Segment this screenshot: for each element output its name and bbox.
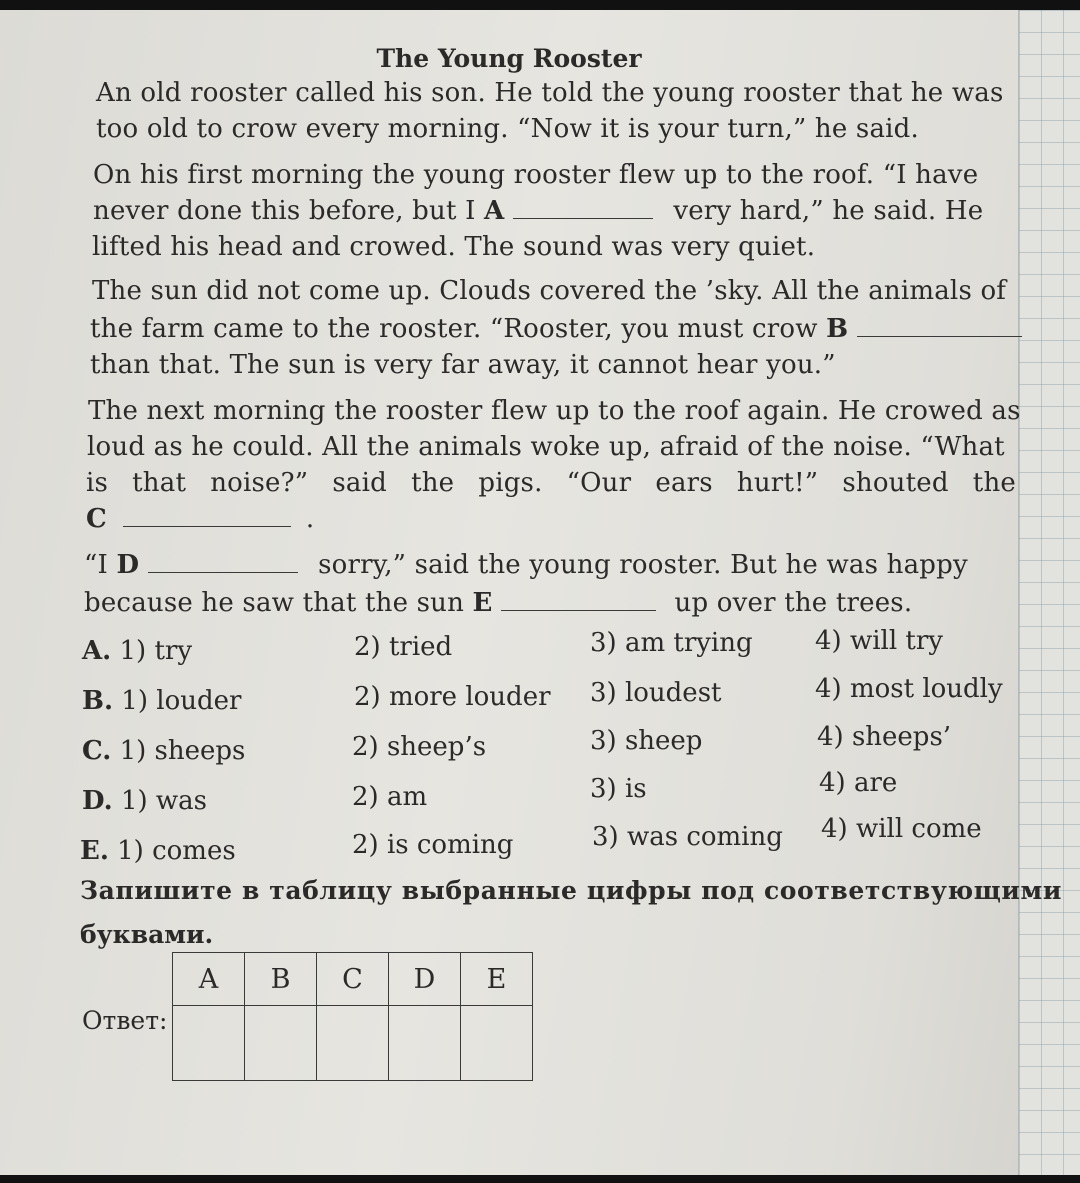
option-e-4: 4) will come [821,814,982,844]
grid-paper-margin [1018,10,1080,1175]
option-c-1: C. 1) sheeps [82,736,246,766]
paragraph-4-line-3-word: “Our [566,468,632,498]
gap-b-letter: B [826,314,849,344]
option-e-2: 2) is coming [352,830,514,860]
paragraph-4-line-3-word: noise?” [210,468,309,498]
paragraph-3-line-3: than that. The sun is very far away, it cannot hear you.” [90,350,836,380]
paragraph-4-end-period: . [305,504,315,534]
paragraph-2-line-2 [93,196,983,226]
answer-column-c: C [317,953,389,1006]
paragraph-4-line-3-word: the [411,468,455,498]
paragraph-3-line-2 [90,314,1022,344]
paragraph-4-line-2: loud as he could. All the animals woke up, afraid of the noise. “What [87,432,1005,462]
answer-cell-a[interactable] [173,1006,245,1081]
answer-table [172,952,533,1081]
option-b-1: B. 1) louder [82,686,242,716]
page-title: The Young Rooster [376,44,642,73]
option-c-2: 2) sheep’s [352,732,487,762]
gap-c-blank [123,504,291,527]
paragraph-2-line-3: lifted his head and crowed. The sound was very quiet. [92,232,816,262]
paragraph-1-line-2: too old to crow every morning. “Now it is your turn,” he said. [96,114,919,144]
gap-a-blank [513,196,653,219]
paragraph-5-line-1-end: sorry,” said the young rooster. But he was happy [318,550,968,580]
option-d-1: D. 1) was [82,786,207,816]
answer-column-a: A [173,953,245,1006]
answer-column-b: B [245,953,317,1006]
paragraph-4-line-3-word: hurt!” [736,468,819,498]
gap-d-letter: D [116,550,140,580]
answer-cell-e[interactable] [461,1006,533,1081]
paragraph-3-line-1: The sun did not come up. Clouds covered the ’sky. All the animals of [92,276,1007,306]
option-b-2: 2) more louder [354,682,551,712]
paragraph-4-line-3-word: pigs. [478,468,543,498]
answer-label: Ответ: [82,1006,168,1035]
paragraph-5-line-1 [84,550,968,580]
option-d-4: 4) are [819,768,898,798]
gap-b-blank [857,314,1022,337]
gap-d-blank [148,550,298,573]
paragraph-4-line-3-word: shouted [842,468,949,498]
answer-cell-b[interactable] [245,1006,317,1081]
option-e-3: 3) was coming [592,822,783,852]
paragraph-3-line-2-start: the farm came to the rooster. “Rooster, you must crow [90,314,818,344]
paragraph-4-line-3 [86,468,1016,498]
paragraph-4-line-4 [86,504,314,534]
answer-cell-c[interactable] [317,1006,389,1081]
gap-a-letter: A [484,196,505,226]
paragraph-4-line-3-word: that [132,468,187,498]
paragraph-2-line-2-end: very hard,” he said. He [673,196,984,226]
paragraph-5-line-2 [84,588,912,618]
option-c-3: 3) sheep [590,726,703,756]
gap-e-blank [501,588,656,611]
option-b-4: 4) most loudly [815,674,1003,704]
option-a-2: 2) tried [354,632,453,662]
option-e-1: E. 1) comes [80,836,236,866]
paragraph-5-line-2-end: up over the trees. [674,588,913,618]
paragraph-1-line-1: An old rooster called his son. He told the young rooster that he was [96,78,1004,108]
paragraph-4-line-3-word: is [86,468,109,498]
option-c-4: 4) sheeps’ [817,722,952,752]
option-b-3: 3) loudest [590,678,722,708]
answer-column-d: D [389,953,461,1006]
instruction-line-2: буквами. [80,920,214,949]
option-d-2: 2) am [352,782,428,812]
paragraph-4-line-3-word: the [972,468,1016,498]
option-a-1: A. 1) try [82,636,193,666]
paragraph-4-line-1: The next morning the rooster flew up to the roof again. He crowed as [88,396,1021,426]
gap-c-letter: C [86,504,107,534]
option-a-3: 3) am trying [590,628,753,658]
paragraph-5-line-2-start: because he saw that the sun [84,588,465,618]
paragraph-4-line-3-word: ears [655,468,713,498]
paragraph-5-line-1-start: “I [84,550,108,580]
paragraph-4-line-3-word: said [332,468,387,498]
instruction-line-1: Запишите в таблицу выбранные цифры под соответствующими [80,876,1062,905]
option-d-3: 3) is [590,774,647,804]
gap-e-letter: E [472,588,493,618]
paragraph-2-line-2-start: never done this before, but I [93,196,476,226]
option-a-4: 4) will try [815,626,943,656]
answer-column-e: E [461,953,533,1006]
answer-cell-d[interactable] [389,1006,461,1081]
textbook-page-photo [0,10,1080,1175]
paragraph-2-line-1: On his first morning the young rooster flew up to the roof. “I have [93,160,979,190]
